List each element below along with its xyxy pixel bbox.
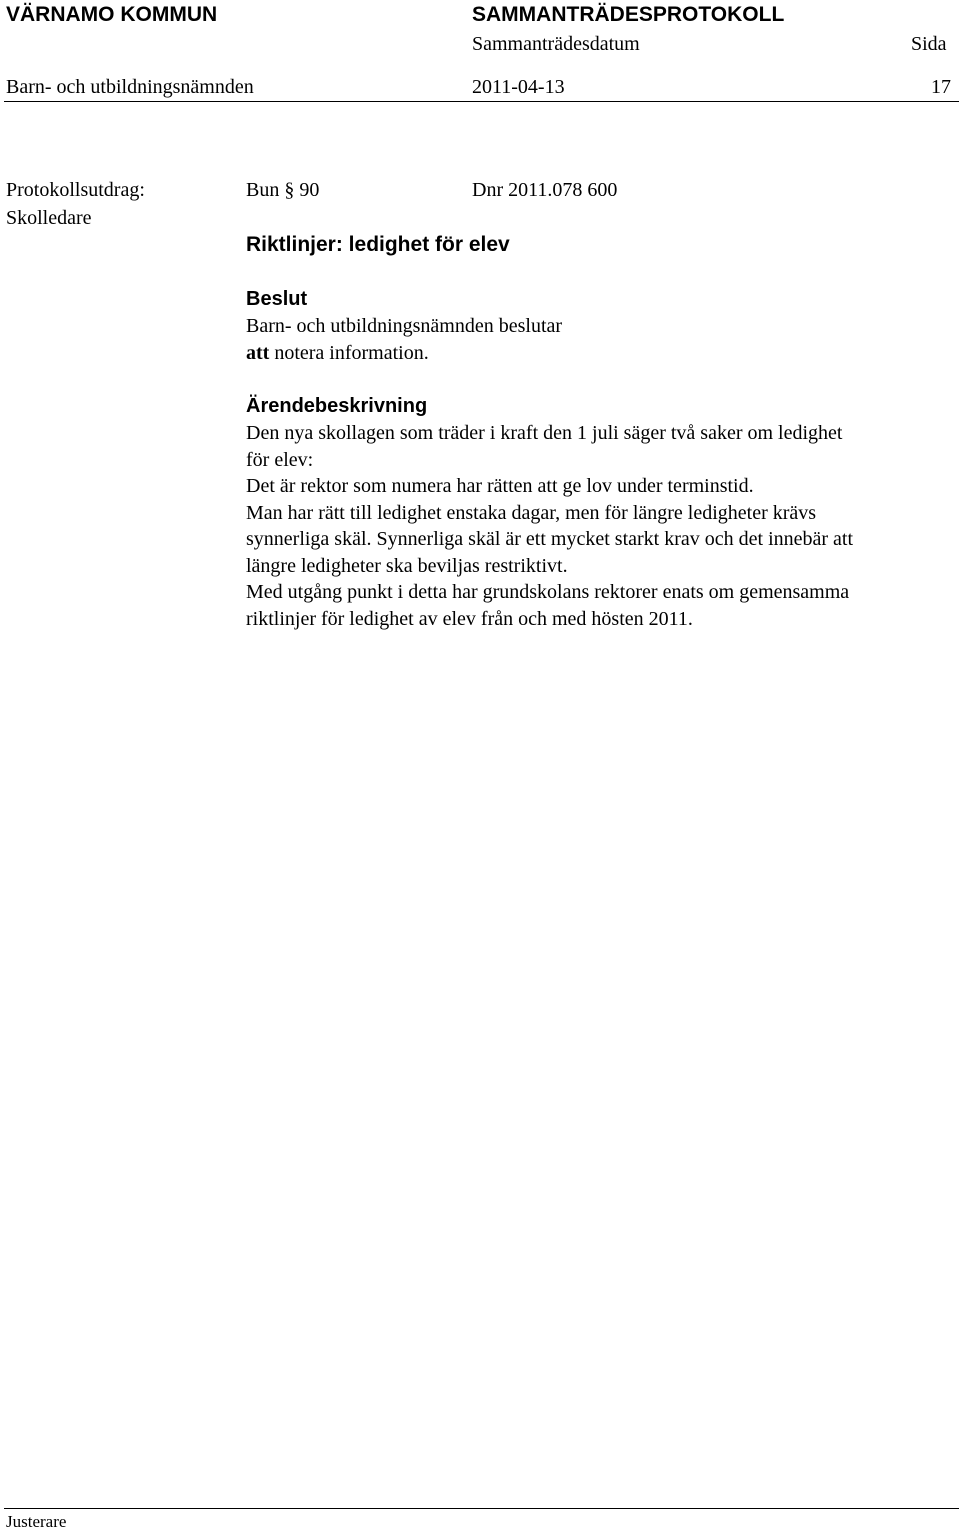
description-line: riktlinjer för ledighet av elev från och med hösten 2011. (246, 607, 693, 630)
organization-name: VÄRNAMO KOMMUN (6, 3, 218, 26)
decision-clause-text: notera information. (269, 342, 429, 364)
decision-clause (246, 340, 429, 366)
excerpt-label: Protokollsutdrag: (6, 179, 145, 201)
decision-heading: Beslut (246, 288, 308, 310)
page-label: Sida (911, 33, 947, 55)
description-line: Det är rektor som numera har rätten att ge lov under terminstid. (246, 475, 754, 497)
section-reference: Bun § 90 (246, 179, 320, 201)
description-line: Man har rätt till ledighet enstaka dagar, men för längre ledigheter krävs (246, 501, 817, 524)
description-line: Den nya skollagen som träder i kraft den 1 juli säger två saker om ledighet (246, 422, 843, 444)
meeting-date-label: Sammanträdesdatum (472, 33, 640, 55)
diary-number: Dnr 2011.078 600 (472, 179, 618, 201)
header-divider (4, 101, 959, 102)
page-number: 17 (931, 76, 951, 98)
meeting-date: 2011-04-13 (472, 76, 565, 98)
footer-divider (4, 1508, 959, 1509)
description-line: synnerliga skäl. Synnerliga skäl är ett mycket starkt krav och det innebär att (246, 528, 854, 550)
att-keyword: att (246, 342, 270, 364)
adjuster-label: Justerare (6, 1512, 67, 1531)
description-line: för elev: (246, 448, 314, 471)
description-line: längre ledigheter ska beviljas restriktivt. (246, 554, 568, 577)
description-line: Med utgång punkt i detta har grundskolans rektorer enats om gemensamma (246, 581, 850, 603)
description-body (246, 420, 853, 632)
document-type: SAMMANTRÄDESPROTOKOLL (472, 3, 785, 26)
decision-text: Barn- och utbildningsnämnden beslutar (246, 315, 563, 337)
item-title: Riktlinjer: ledighet för elev (246, 233, 510, 256)
description-heading: Ärendebeskrivning (246, 395, 428, 417)
excerpt-recipient: Skolledare (6, 207, 92, 229)
committee-name: Barn- och utbildningsnämnden (6, 76, 254, 98)
